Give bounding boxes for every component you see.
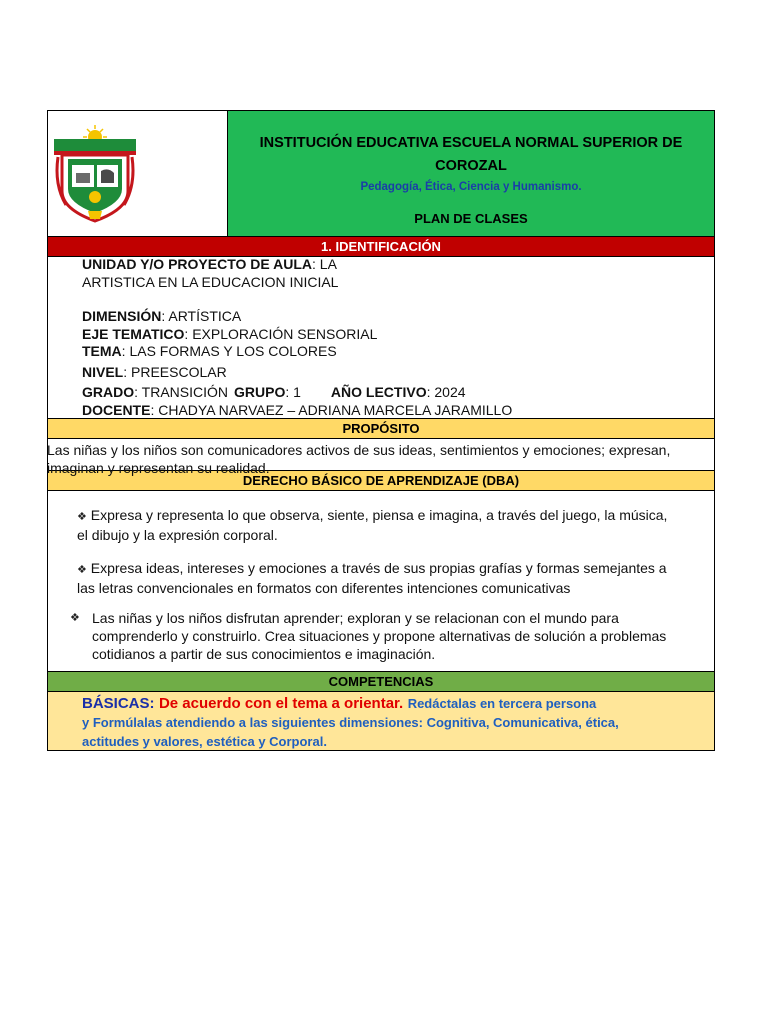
unidad-value-2: ARTISTICA EN LA EDUCACION INICIAL xyxy=(82,273,339,290)
lesson-plan-document xyxy=(47,110,715,751)
basicas-note-3: actitudes y valores, estética y Corporal. xyxy=(82,734,327,749)
bullet-icon: ❖ xyxy=(77,511,87,523)
grado-line xyxy=(82,384,714,402)
dba-item-2-line-2: las letras convencionales en formatos con diferentes intenciones comunicativas xyxy=(77,580,571,596)
basicas-note-2: y Formúlalas atendiendo a las siguientes dimensiones: Cognitiva, Comunicativa, ética, xyxy=(82,715,619,730)
dba-item-2 xyxy=(77,559,667,597)
bullet-icon: ❖ xyxy=(77,564,87,576)
plan-title: PLAN DE CLASES xyxy=(414,211,528,226)
anio-value: : 2024 xyxy=(426,384,466,400)
basicas-label: BÁSICAS: xyxy=(82,695,155,712)
eje-line xyxy=(82,326,714,344)
basicas-line-1 xyxy=(82,694,714,713)
nivel-value: : PREESCOLAR xyxy=(123,363,227,380)
school-crest-icon xyxy=(50,125,160,225)
eje-value: : EXPLORACIÓN SENSORIAL xyxy=(184,325,378,342)
unidad-line xyxy=(82,256,714,274)
dba-item-3-line-3: cotidianos a partir de sus conocimientos e imaginación. xyxy=(92,646,436,662)
tema-label: TEMA xyxy=(82,343,122,359)
grado-value: : TRANSICIÓN xyxy=(134,384,228,400)
proposito-line-1: Las niñas y los niños son comunicadores activos de sus ideas, sentimientos y emociones; expresan, xyxy=(47,442,671,458)
dimension-label: DIMENSIÓN xyxy=(82,308,162,324)
dba-item-1-line-2: el dibujo y la expresión corporal. xyxy=(77,527,278,543)
eje-label: EJE TEMATICO xyxy=(82,325,185,342)
institution-motto: Pedagogía, Ética, Ciencia y Humanismo. xyxy=(360,181,582,193)
dba-item-3-line-1: Las niñas y los niños disfrutan aprender; exploran y se relacionan con el mundo para xyxy=(92,610,619,626)
tema-line xyxy=(82,343,714,361)
dba-item-3 xyxy=(70,609,666,663)
grado-label: GRADO xyxy=(82,384,135,400)
dba-item-1 xyxy=(77,506,667,544)
basicas-section xyxy=(48,692,714,750)
docente-label: DOCENTE xyxy=(82,401,151,418)
dimension-line xyxy=(82,308,714,326)
competencias-header: COMPETENCIAS xyxy=(48,672,714,692)
dba-item-3-line-2: comprenderlo y construirlo. Crea situaciones y propone alternativas de solución a problemas xyxy=(92,628,667,644)
anio-label: AÑO LECTIVO xyxy=(330,384,427,400)
header-title-cell xyxy=(228,111,714,236)
unidad-label: UNIDAD Y/O PROYECTO DE AULA xyxy=(82,256,312,272)
identificacion-section xyxy=(48,256,714,419)
basicas-instruction: De acuerdo con el tema a orientar. xyxy=(158,695,404,712)
nivel-label: NIVEL xyxy=(82,363,124,380)
dba-header: DERECHO BÁSICO DE APRENDIZAJE (DBA) xyxy=(48,471,714,491)
dimension-value: : ARTÍSTICA xyxy=(161,308,242,324)
proposito-line-2: imaginan y representan su realidad. xyxy=(47,460,270,476)
docente-value: : CHADYA NARVAEZ – ADRIANA MARCELA JARAMILLO xyxy=(150,401,513,418)
nivel-line xyxy=(82,364,714,382)
unidad-value: : LA xyxy=(312,256,337,272)
grupo-value: : 1 xyxy=(285,384,301,400)
docente-line xyxy=(82,402,714,420)
dba-item-1-line-1: Expresa y representa lo que observa, siente, piensa e imagina, a través del juego, la música, xyxy=(90,507,668,523)
dba-item-2-line-1: Expresa ideas, intereses y emociones a través de sus propias grafías y formas semejantes a xyxy=(90,560,667,576)
identificacion-header: 1. IDENTIFICACIÓN xyxy=(48,237,714,257)
basicas-note-1: Redáctalas en tercera persona xyxy=(407,696,597,711)
grupo-label: GRUPO xyxy=(234,384,286,400)
tema-value: : LAS FORMAS Y LOS COLORES xyxy=(121,343,337,359)
bullet-icon: ❖ xyxy=(70,612,80,624)
dba-section xyxy=(48,491,714,672)
proposito-text xyxy=(47,439,714,476)
institution-name: INSTITUCIÓN EDUCATIVA ESCUELA NORMAL SUPERIOR DE COROZAL xyxy=(259,135,683,174)
proposito-header: PROPÓSITO xyxy=(48,419,714,439)
document-header xyxy=(48,111,714,237)
logo-cell xyxy=(48,111,228,236)
